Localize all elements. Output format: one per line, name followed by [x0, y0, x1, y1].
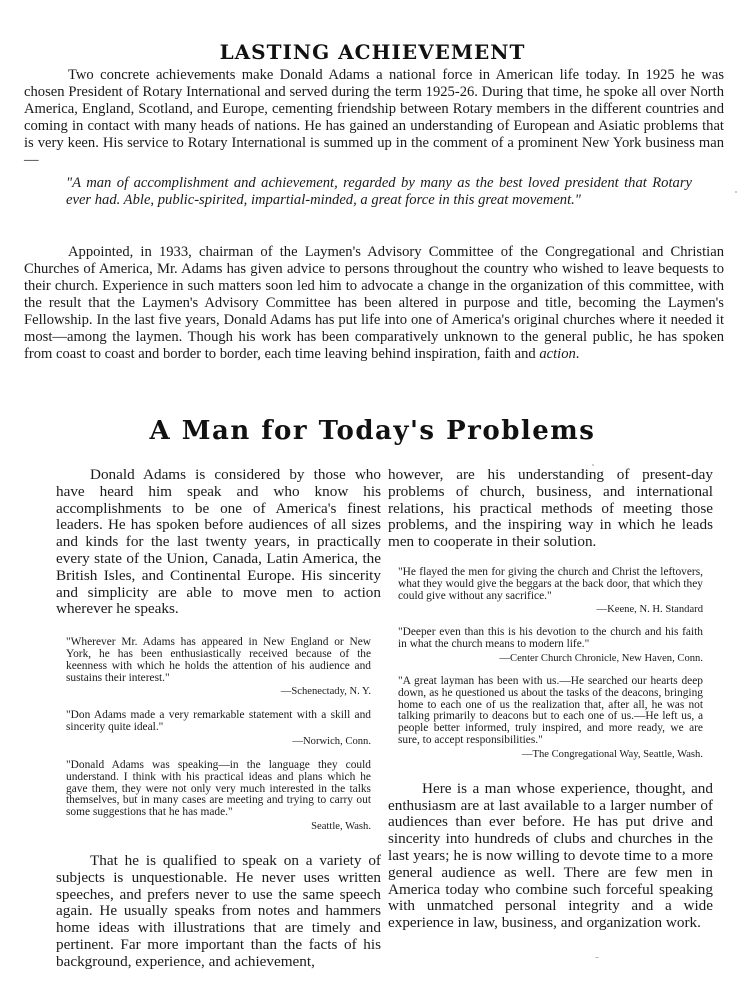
section-heading-lasting-achievement: LASTING ACHIEVEMENT	[219, 40, 526, 64]
testimonial-quote: "A great layman has been with us.—He searched our hearts deep down, as he questioned us about the tasks of the deacons, bringing home to each one of us the realization that, after all, he was not talking primarily to deacons but to each one of us.—He left us, a people better informed, truly inspired, and more ready, we are sure, to accept responsibilities."	[398, 674, 703, 746]
right-column	[388, 467, 713, 932]
right-paragraph-1: however, are his understanding of present-day problems of church, business, and international relations, his practical methods of meeting those problems, and the inspiring way in which he leads men to cooperate in their solution.	[388, 466, 713, 551]
testimonial-seattle	[66, 760, 371, 833]
left-column	[56, 467, 381, 971]
right-paragraph-2: Here is a man whose experience, thought, and enthusiasm are at last available to a larger number of audiences than ever before. He has put drive and sincerity into hundreds of clubs and churches in the last years; he is now willing to devote time to a more general audience as well. There are few men in America today who combine such forceful speaking with unmatched personal integrity and a wide experience in law, business, and organization work.	[388, 779, 713, 932]
left-paragraph-2: That he is qualified to speak on a variety of subjects is unquestionable. He never uses written speeches, and prefers never to use the same speech again. He usually speaks from notes and hammers home ideas with illustrations that are timely and pertinent. Far more important than the facts of his background, experience, and achievement,	[56, 851, 381, 970]
testimonial-quote: "Wherever Mr. Adams has appeared in New England or New York, he has been enthusiastically received because of the keenness with which he holds the attention of his audience and sustains their interest."	[66, 636, 371, 684]
testimonial-new-haven	[398, 627, 703, 665]
testimonial-keene	[398, 567, 703, 616]
testimonial-quote: "Deeper even than this is his devotion to the church and his faith in what the church means to modern life."	[398, 626, 703, 651]
testimonial-source: —The Congregational Way, Seattle, Wash.	[521, 748, 703, 760]
testimonial-quote: "Don Adams made a very remarkable statement with a skill and sincerity quite ideal."	[66, 709, 371, 734]
scan-speck	[595, 957, 599, 958]
section-heading-man-for-todays-problems: A Man for Today's Problems	[149, 416, 596, 446]
rotary-quote: "A man of accomplishment and achievement, regarded by many as the best loved president that Rotary ever had. Able, public-spirited, impartial-minded, a great force in this great movement."	[66, 175, 692, 208]
paragraph-text: Two concrete achievements make Donald Adams a national force in American life today. In 1925 he was chosen President of Rotary International and served during the term 1925-26. During that time, he spoke all over North America, England, Scotland, and Europe, cementing friendship between Rotary members in the different countries and coming in contact with many heads of nations. He has gained an understanding of European and Asiatic problems that is very keen. His service to Rotary International is summed up in the comment of a prominent New York business man—	[24, 67, 724, 168]
testimonial-source: Seattle, Wash.	[311, 820, 371, 832]
testimonial-congregational-way	[398, 676, 703, 761]
scan-speck	[735, 191, 737, 193]
testimonial-source: —Norwich, Conn.	[292, 735, 371, 747]
lasting-achievement-paragraph-1	[24, 67, 724, 169]
testimonial-quote: "Donald Adams was speaking—in the language they could understand. I think with his practical ideas and plans which he gave them, they were not only very much interested in the talks themselves, but in many cases are meeting and trying to carry out some suggestions that he has made."	[66, 758, 371, 819]
paragraph-text	[24, 244, 724, 363]
testimonial-schenectady	[66, 637, 371, 698]
left-paragraph-1: Donald Adams is considered by those who have heard him speak and who know his accomplishments to be one of America's finest leaders. He has spoken before audiences of all sizes and kinds for the last twenty years, in practically every state of the Union, Canada, Latin America, the British Isles, and Continental Europe. His sincerity and simplicity are able to move men to action wherever he speaks.	[56, 466, 381, 618]
lasting-achievement-paragraph-2	[24, 244, 724, 363]
paragraph-period: .	[575, 346, 580, 362]
scan-speck	[592, 464, 594, 466]
emphasis-action: action	[539, 346, 576, 362]
testimonial-source: —Center Church Chronicle, New Haven, Conn.	[499, 652, 703, 664]
testimonial-source: —Schenectady, N. Y.	[280, 686, 371, 698]
testimonial-quote: "He flayed the men for giving the church and Christ the leftovers, what they would give the beggars at the back door, that which they could give without any sacrifice."	[398, 565, 703, 602]
paragraph-main-text: Appointed, in 1933, chairman of the Laymen's Advisory Committee of the Congregational and Christian Churches of America, Mr. Adams has given advice to persons throughout the country who wished to leave bequests to their church. Experience in such matters soon led him to advocate a change in the organization of this committee, with the result that the Laymen's Advisory Committee has been altered in purpose and title, becoming the Laymen's Fellowship. In the last five years, Donald Adams has put life into one of America's original churches where it needed it most—among the laymen. Though his work has been comparatively unknown to the general public, he has spoken from coast to coast and border to border, each time leaving behind inspiration, faith and	[24, 244, 724, 362]
testimonial-source: —Keene, N. H. Standard	[596, 604, 703, 616]
testimonial-norwich	[66, 710, 371, 748]
